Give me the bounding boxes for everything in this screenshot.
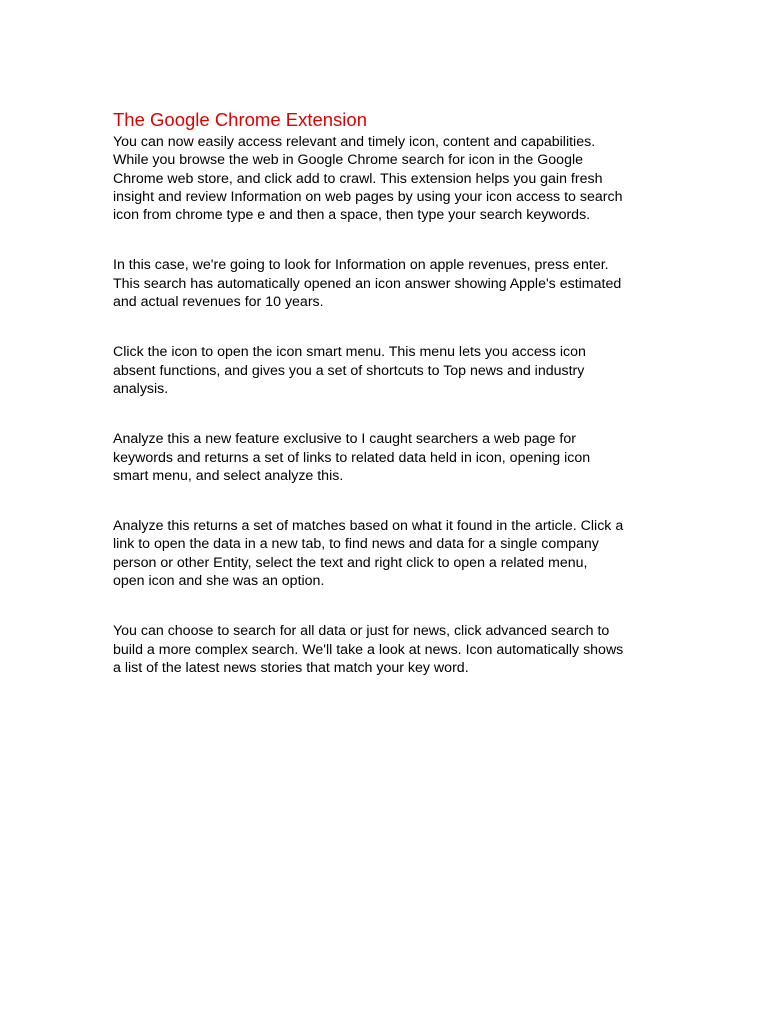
paragraph-line: Click the icon to open the icon smart menu. This menu lets you access icon <box>113 344 586 361</box>
paragraph-line: icon from chrome type e and then a space, then type your search keywords. <box>113 207 591 224</box>
document-body <box>113 109 673 677</box>
paragraph-line: Analyze this returns a set of matches based on what it found in the article. Click a <box>113 518 624 535</box>
paragraph-line: a list of the latest news stories that match your key word. <box>113 659 469 676</box>
paragraph-5 <box>113 517 673 590</box>
paragraph-2 <box>113 256 673 311</box>
paragraph-line: person or other Entity, select the text and right click to open a related menu, <box>113 554 588 571</box>
paragraph-line: open icon and she was an option. <box>113 573 325 590</box>
paragraph-4 <box>113 430 673 485</box>
paragraph-line: analysis. <box>113 380 169 397</box>
paragraph-line: This search has automatically opened an icon answer showing Apple's estimated <box>113 275 622 292</box>
paragraph-line: smart menu, and select analyze this. <box>113 467 344 484</box>
paragraph-line: keywords and returns a set of links to related data held in icon, opening icon <box>113 449 591 466</box>
paragraph-line: You can choose to search for all data or just for news, click advanced search to <box>113 623 610 640</box>
paragraph-1 <box>113 133 673 224</box>
paragraph-6 <box>113 622 673 677</box>
paragraph-line: While you browse the web in Google Chrome search for icon in the Google <box>113 152 584 169</box>
document-title: The Google Chrome Extension <box>113 109 367 130</box>
paragraph-line: insight and review Information on web pages by using your icon access to search <box>113 188 623 205</box>
paragraph-line: absent functions, and gives you a set of shortcuts to Top news and industry <box>113 362 585 379</box>
paragraph-line: You can now easily access relevant and timely icon, content and capabilities. <box>113 134 596 150</box>
paragraph-line: link to open the data in a new tab, to find news and data for a single company <box>113 536 599 553</box>
paragraph-line: build a more complex search. We'll take a look at news. Icon automatically shows <box>113 641 624 658</box>
paragraph-line: Chrome web store, and click add to crawl. This extension helps you gain fresh <box>113 170 603 187</box>
paragraph-line: In this case, we're going to look for Information on apple revenues, press enter. <box>113 257 609 274</box>
paragraph-line: and actual revenues for 10 years. <box>113 294 324 311</box>
paragraph-line: Analyze this a new feature exclusive to I caught searchers a web page for <box>113 431 576 448</box>
paragraph-3 <box>113 343 673 398</box>
